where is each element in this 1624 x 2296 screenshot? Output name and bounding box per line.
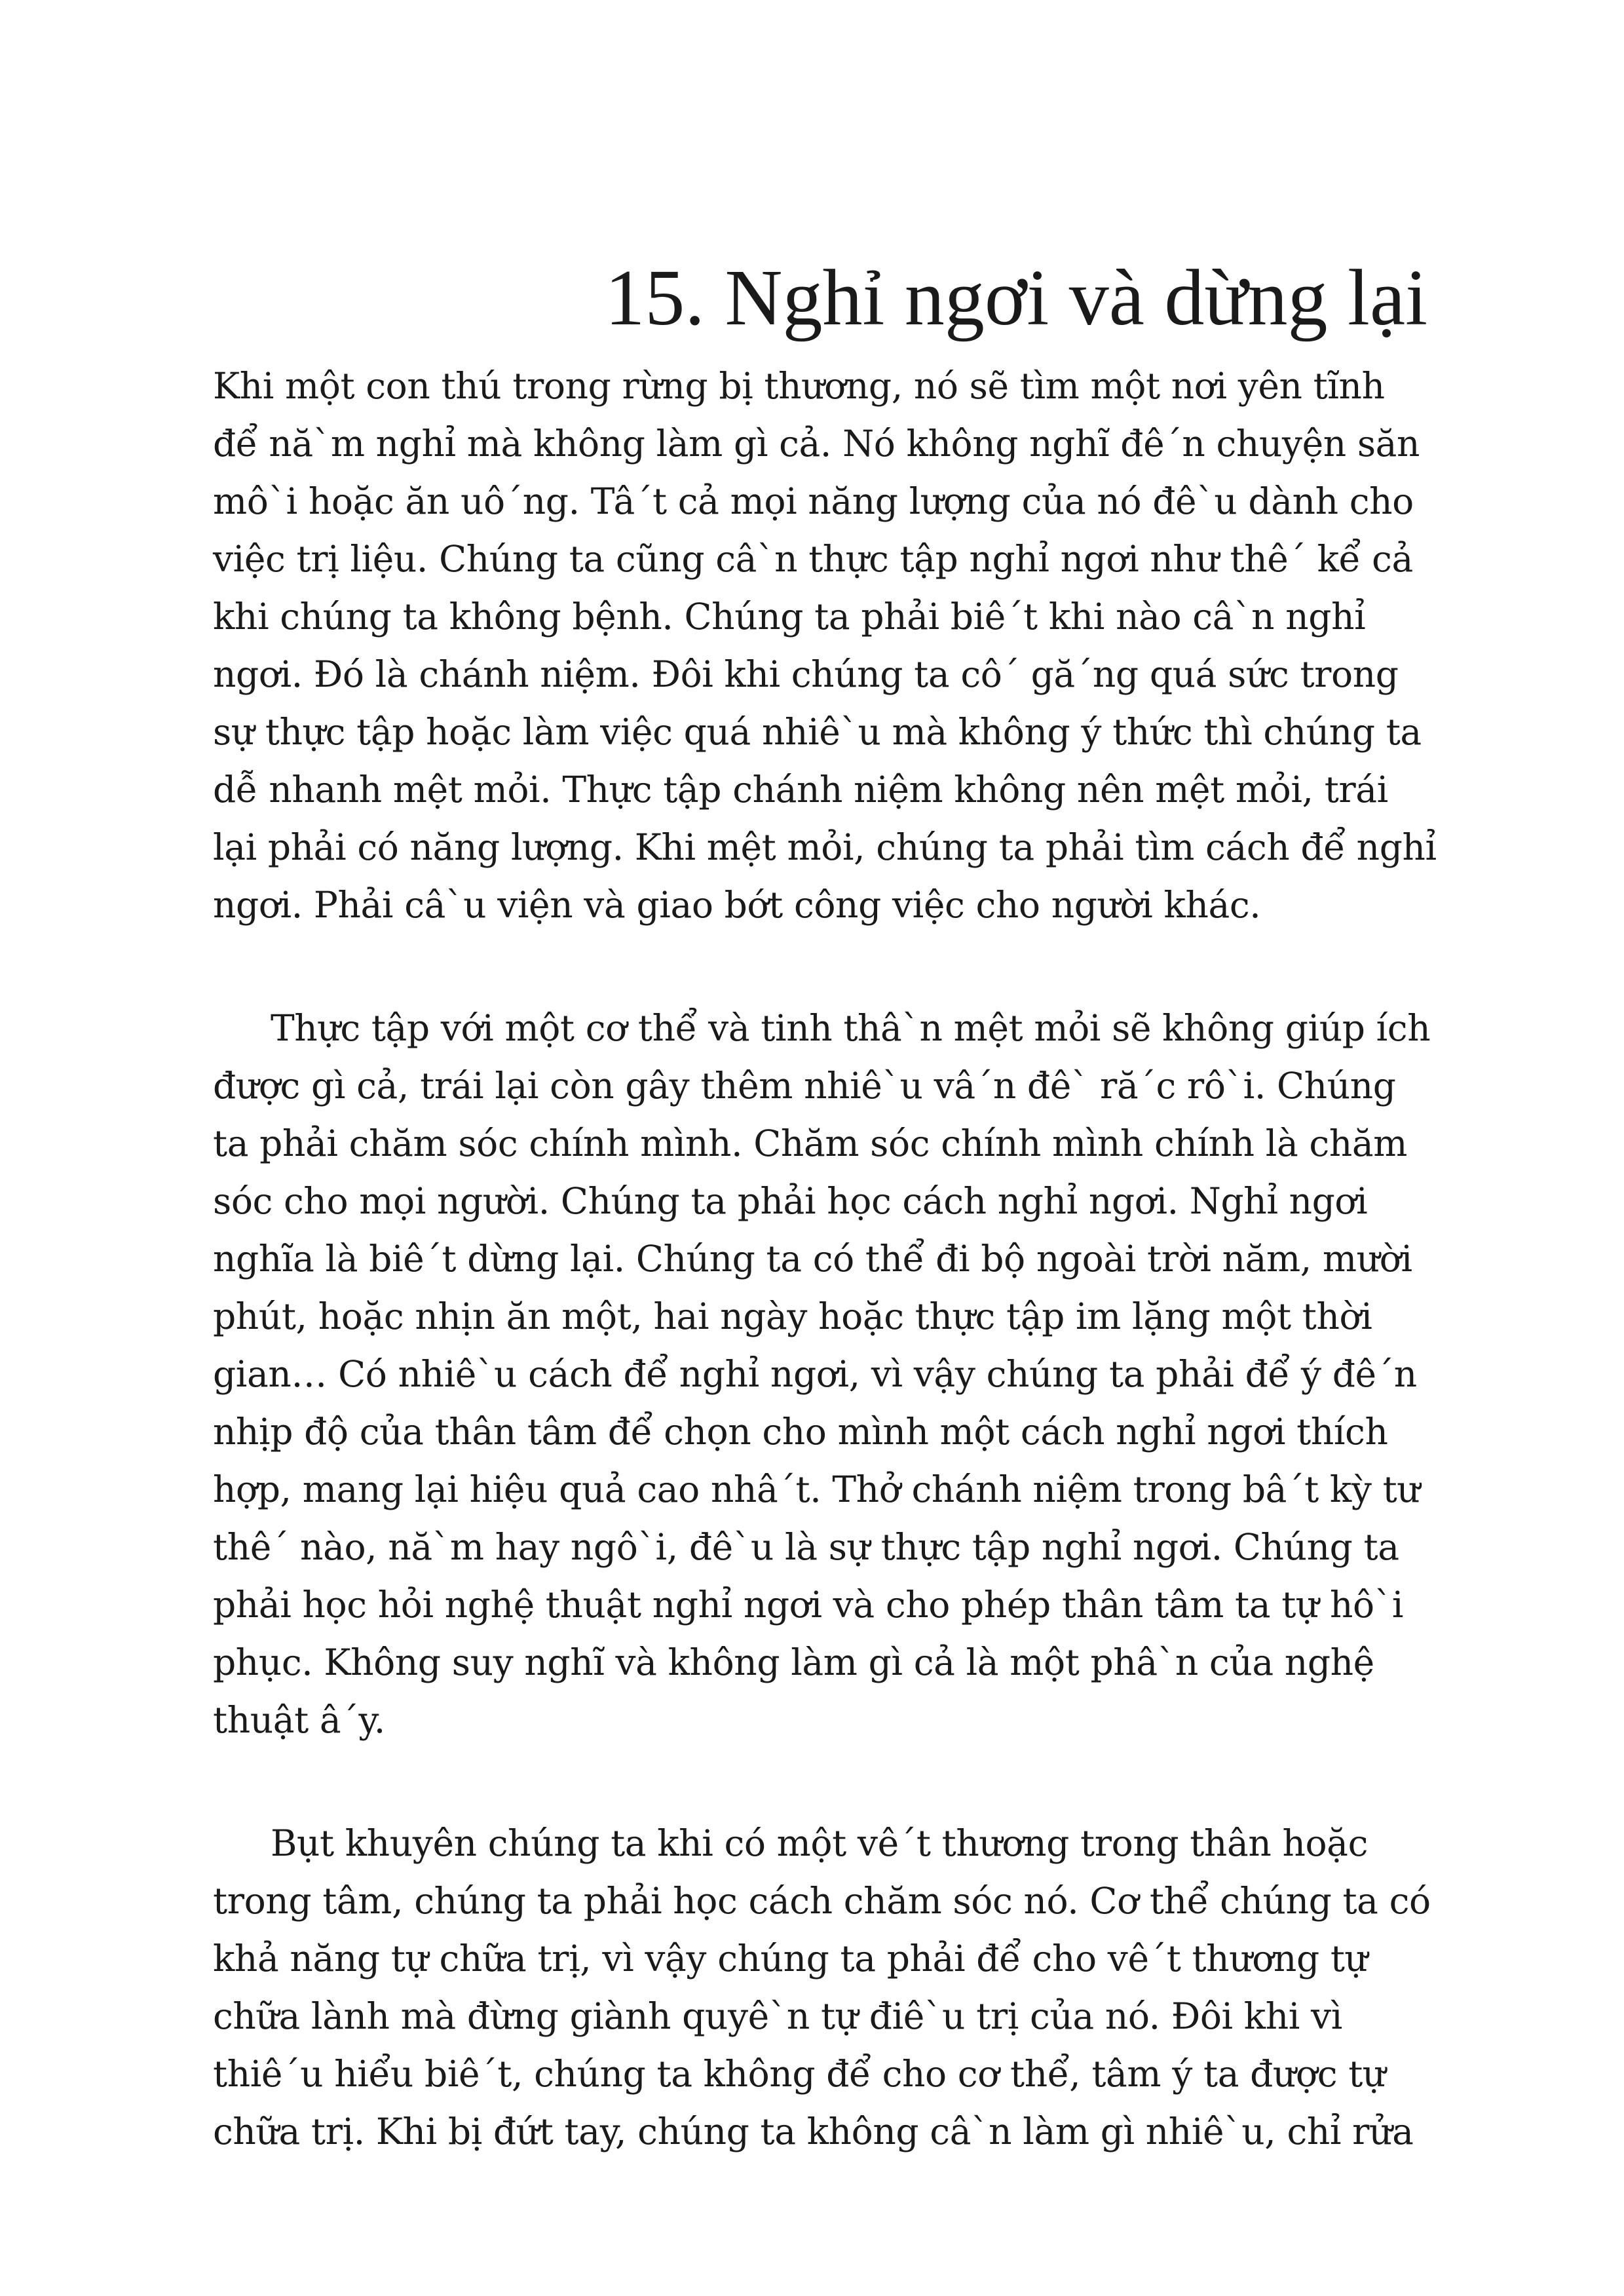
text-line: sự thực tập hoặc làm việc quá nhiê`u mà không ý thức thì chúng ta [213,711,1422,753]
text-line: được gì cả, trái lại còn gây thêm nhiê`u vâ´n đê` ră´c rô`i. Chúng [213,1065,1396,1107]
text-line: phục. Không suy nghĩ và không làm gì cả là một phâ`n của nghệ [213,1641,1374,1683]
text-line: trong tâm, chúng ta phải học cách chăm sóc nó. Cơ thể chúng ta có [213,1880,1431,1922]
text-line: nhịp độ của thân tâm để chọn cho mình một cách nghỉ ngơi thích [213,1411,1388,1453]
chapter-body [213,357,1437,2160]
text-line: thê´ nào, nă`m hay ngô`i, đê`u là sự thực tập nghỉ ngơi. Chúng ta [213,1526,1399,1568]
chapter-title: 15. Nghỉ ngơi và dừng lại [605,254,1427,342]
paragraph-2 [213,999,1431,1749]
text-line: để nă`m nghỉ mà không làm gì cả. Nó không nghĩ đê´n chuyện săn [213,423,1420,465]
text-line: hợp, mang lại hiệu quả cao nhâ´t. Thở chánh niệm trong bâ´t kỳ tư [213,1468,1420,1510]
text-line: chữa lành mà đừng giành quyê`n tự điê`u trị của nó. Đôi khi vì [213,1995,1342,2037]
text-line: mô`i hoặc ăn uô´ng. Tâ´t cả mọi năng lượng của nó đê`u dành cho [213,480,1414,522]
text-line: chữa trị. Khi bị đứt tay, chúng ta không câ`n làm gì nhiê`u, chỉ rửa [213,2111,1414,2152]
paragraph-spacer [213,934,1418,999]
text-line: thiê´u hiểu biê´t, chúng ta không để cho cơ thể, tâm ý ta được tự [213,2053,1386,2095]
text-line: Bụt khuyên chúng ta khi có một vê´t thương trong thân hoặc [271,1822,1368,1864]
text-line: sóc cho mọi người. Chúng ta phải học cách nghỉ ngơi. Nghỉ ngơi [213,1180,1368,1222]
text-line: khả năng tự chữa trị, vì vậy chúng ta phải để cho vê´t thương tự [213,1938,1368,1980]
text-line: Thực tập với một cơ thể và tinh thâ`n mệt mỏi sẽ không giúp ích [271,1007,1431,1049]
paragraph-1 [213,357,1437,934]
text-line: dễ nhanh mệt mỏi. Thực tập chánh niệm không nên mệt mỏi, trái [213,769,1388,811]
text-line: ngơi. Đó là chánh niệm. Đôi khi chúng ta cô´ gă´ng quá sức trong [213,653,1399,695]
text-line: thuật â´y. [213,1699,385,1741]
text-line: ta phải chăm sóc chính mình. Chăm sóc chính mình chính là chăm [213,1122,1407,1164]
text-line: phút, hoặc nhịn ăn một, hai ngày hoặc thực tập im lặng một thời [213,1295,1372,1337]
text-line: gian… Có nhiê`u cách để nghỉ ngơi, vì vậy chúng ta phải để ý đê´n [213,1353,1417,1395]
text-line: khi chúng ta không bệnh. Chúng ta phải biê´t khi nào câ`n nghỉ [213,596,1366,638]
text-line: việc trị liệu. Chúng ta cũng câ`n thực tập nghỉ ngơi như thê´ kể cả [213,538,1413,580]
text-line: Khi một con thú trong rừng bị thương, nó sẽ tìm một nơi yên tĩnh [213,365,1385,407]
paragraph-3 [213,1814,1431,2160]
paragraph-spacer [213,1749,1418,1814]
text-line: nghĩa là biê´t dừng lại. Chúng ta có thể đi bộ ngoài trời năm, mười [213,1238,1412,1280]
text-line: lại phải có năng lượng. Khi mệt mỏi, chúng ta phải tìm cách để nghỉ [213,826,1437,868]
text-line: ngơi. Phải câ`u viện và giao bớt công việc cho người khác. [213,884,1261,926]
text-line: phải học hỏi nghệ thuật nghỉ ngơi và cho phép thân tâm ta tự hô`i [213,1584,1404,1626]
